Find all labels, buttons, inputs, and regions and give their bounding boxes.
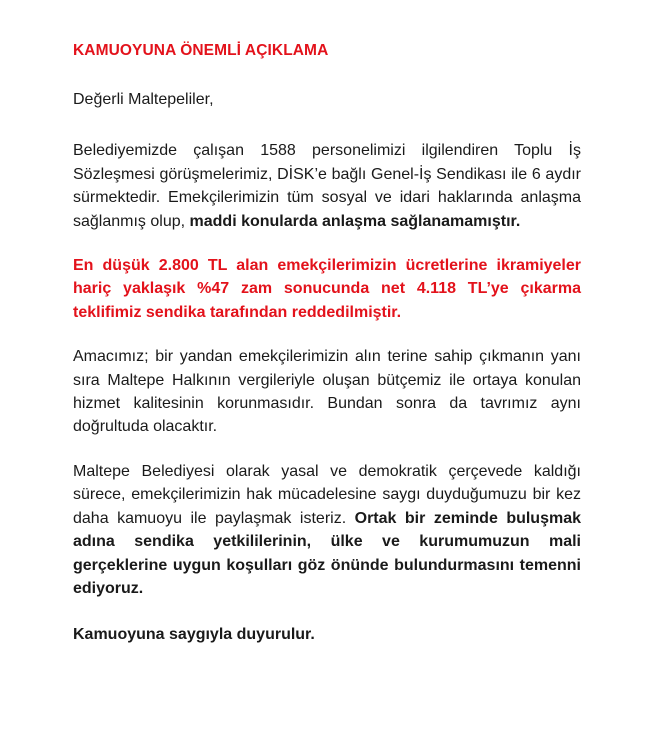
paragraph-respect bbox=[73, 460, 581, 600]
greeting: Değerli Maltepeliler, bbox=[73, 91, 214, 108]
paragraph-wage-offer: En düşük 2.800 TL alan emekçilerimizin ücretlerine ikramiyeler hariç yaklaşık %47 zam sonucunda net 4.118 TL’ye çıkarma teklifimiz sendika tarafından reddedilmiştir. bbox=[73, 257, 581, 321]
paragraph-negotiations-emphasis: maddi konularda anlaşma sağlanamamıştır. bbox=[189, 212, 521, 230]
paragraph-respect-text: Maltepe Belediyesi olarak yasal ve demokratik çerçevede kaldığı sürece, emekçilerimizin hak mücadelesine saygı duyduğumuzu bir kez daha kamuoyu ile paylaşmak isteriz. bbox=[73, 462, 581, 527]
paragraph-negotiations bbox=[73, 139, 581, 233]
press-release-document bbox=[73, 38, 581, 647]
closing-line: Kamuoyuna saygıyla duyurulur. bbox=[73, 626, 315, 644]
paragraph-respect-emphasis: Ortak bir zeminde buluşmak adına sendika yetkililerinin, ülke ve kurumumuzun mali gerçeklerine uygun koşulları göz önünde bulundurmasını temenni ediyoruz. bbox=[73, 509, 582, 597]
document-title: KAMUOYUNA ÖNEMLİ AÇIKLAMA bbox=[73, 42, 329, 59]
paragraph-goal: Amacımız; bir yandan emekçilerimizin alın terine sahip çıkmanın yanı sıra Maltepe Halkının vergileriyle oluşan bütçemiz ile ortaya konulan hizmet kalitesinin korunmasıdır. Bundan sonra da tavrımız aynı doğrultuda olacaktır. bbox=[73, 348, 581, 436]
paragraph-negotiations-text: Belediyemizde çalışan 1588 personelimizi ilgilendiren Toplu İş Sözleşmesi görüşmelerimiz, DİSK’e bağlı Genel-İş Sendikası ile 6 aydır sürmektedir. Emekçilerimizin tüm sosyal ve idari haklarında anlaşma sağlanmış olup, bbox=[73, 142, 581, 230]
